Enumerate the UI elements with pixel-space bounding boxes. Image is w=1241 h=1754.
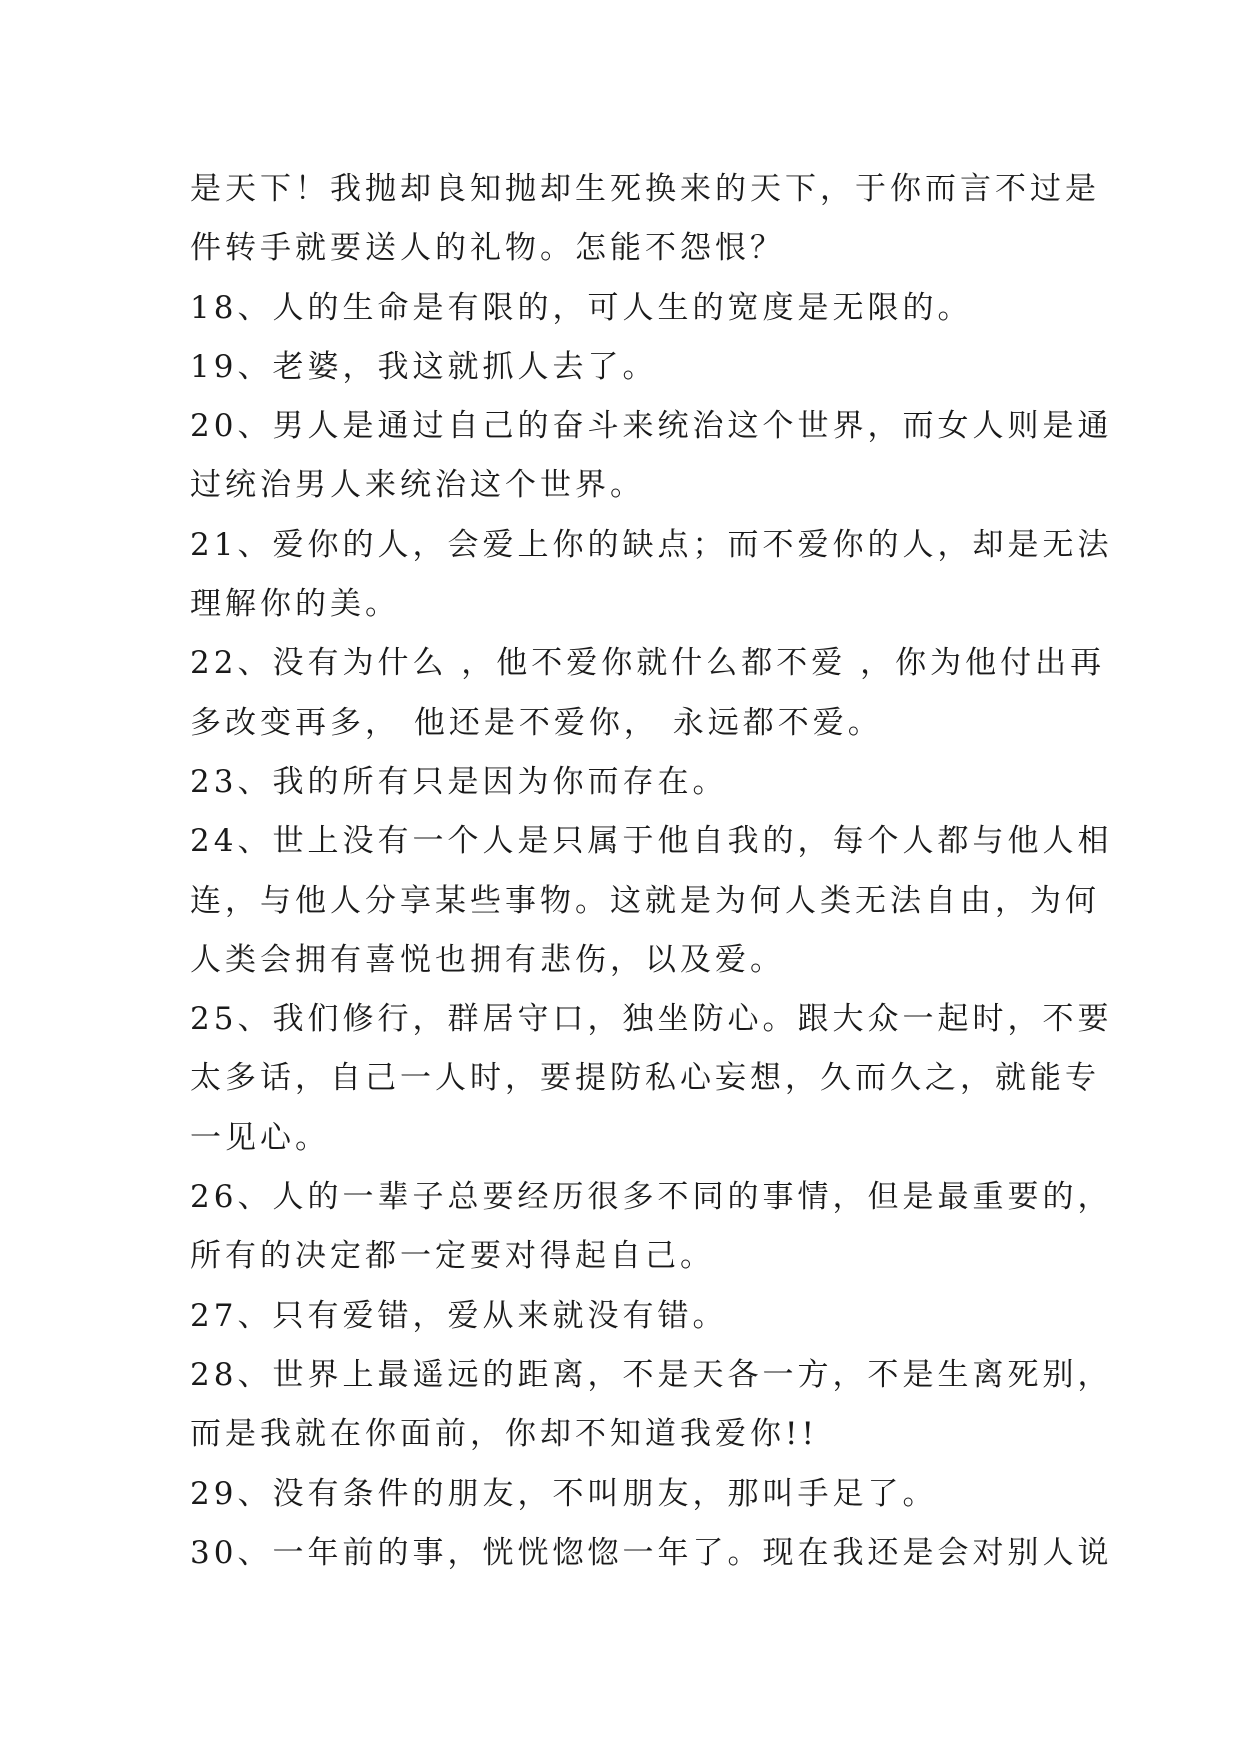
text-line: 23、我的所有只是因为你而存在。 — [190, 763, 728, 800]
text-line: 件转手就要送人的礼物。怎能不怨恨？ — [190, 230, 785, 267]
text-line: 理解你的美。 — [190, 586, 400, 623]
text-line: 29、没有条件的朋友，不叫朋友，那叫手足了。 — [190, 1475, 938, 1512]
text-line: 所有的决定都一定要对得起自己。 — [190, 1238, 715, 1275]
text-line: 25、我们修行，群居守口，独坐防心。跟大众一起时，不要 — [190, 1001, 1113, 1038]
text-line: 过统治男人来统治这个世界。 — [190, 467, 645, 504]
text-line: 18、人的生命是有限的，可人生的宽度是无限的。 — [190, 289, 973, 326]
document-body — [190, 160, 1113, 1583]
text-line: 27、只有爱错，爱从来就没有错。 — [190, 1297, 728, 1334]
text-line: 30、一年前的事，恍恍惚惚一年了。现在我还是会对别人说 — [190, 1534, 1113, 1571]
text-line: 多改变再多， 他还是不爱你， 永远都不爱。 — [190, 704, 883, 741]
text-line: 太多话，自己一人时，要提防私心妄想，久而久之，就能专 — [190, 1060, 1100, 1097]
text-line: 20、男人是通过自己的奋斗来统治这个世界，而女人则是通 — [190, 408, 1113, 445]
text-line: 22、没有为什么 ，他不爱你就什么都不爱 ，你为他付出再 — [190, 645, 1106, 682]
text-line: 28、世界上最遥远的距离，不是天各一方，不是生离死别， — [190, 1356, 1113, 1393]
text-line: 21、爱你的人，会爱上你的缺点；而不爱你的人，却是无法 — [190, 526, 1113, 563]
text-line: 连，与他人分享某些事物。这就是为何人类无法自由，为何 — [190, 882, 1100, 919]
text-line: 而是我就在你面前，你却不知道我爱你!! — [190, 1416, 818, 1453]
text-line: 一见心。 — [190, 1119, 330, 1156]
text-line: 24、世上没有一个人是只属于他自我的，每个人都与他人相 — [190, 823, 1113, 860]
text-line: 26、人的一辈子总要经历很多不同的事情，但是最重要的， — [190, 1179, 1113, 1216]
text-line: 人类会拥有喜悦也拥有悲伤，以及爱。 — [190, 941, 785, 978]
text-line: 19、老婆，我这就抓人去了。 — [190, 348, 658, 385]
text-line: 是天下！我抛却良知抛却生死换来的天下，于你而言不过是 — [190, 171, 1100, 207]
